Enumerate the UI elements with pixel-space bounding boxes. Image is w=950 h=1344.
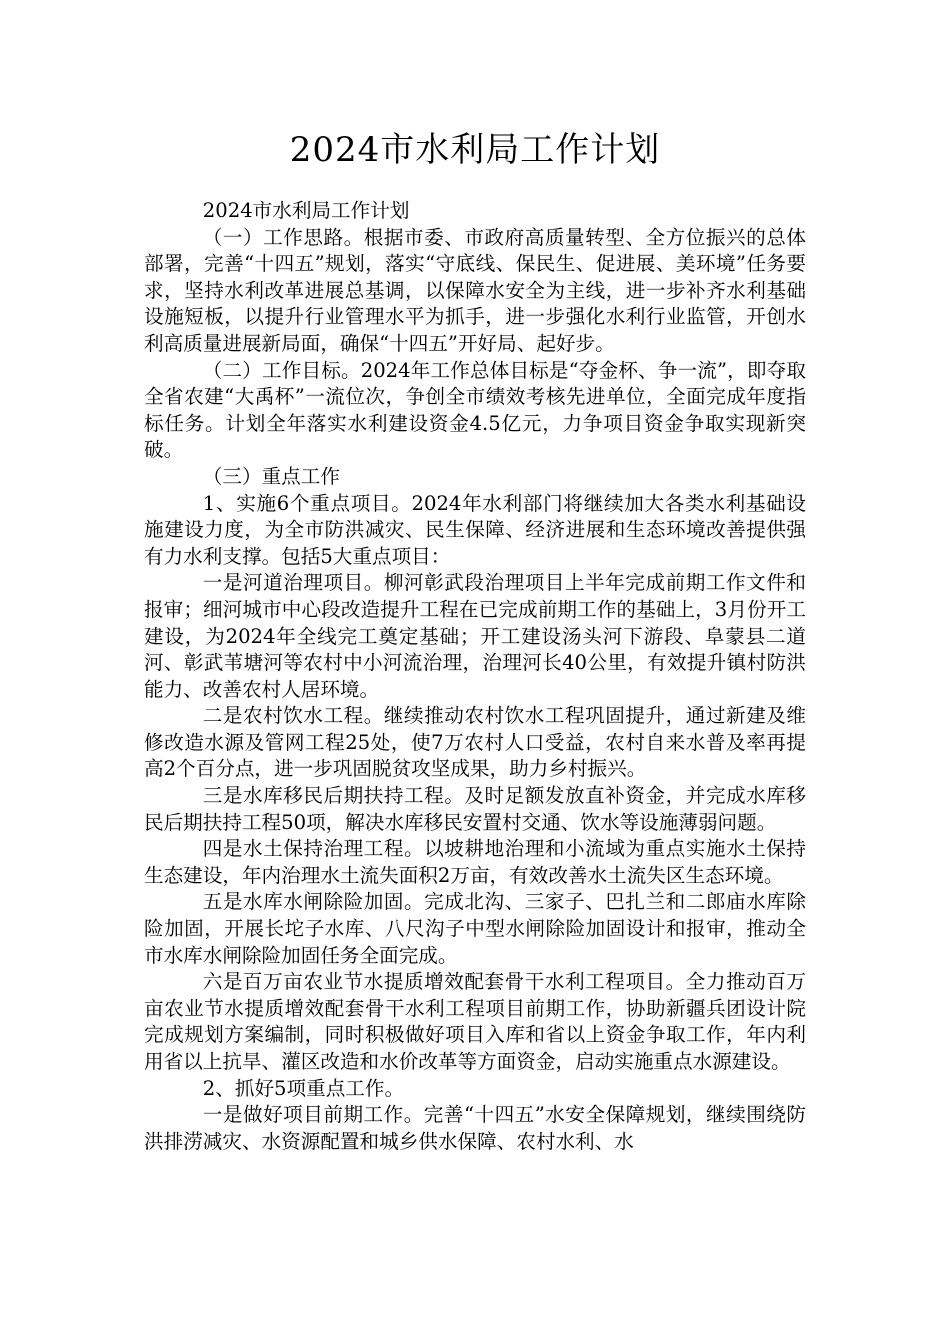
- paragraph: 2024市水利局工作计划: [202, 199, 410, 222]
- document-page: [144, 128, 806, 1155]
- paragraph: （三）重点工作: [202, 464, 340, 488]
- paragraph: 一是做好项目前期工作。完善“十四五”水安全保障规划，继续围绕防洪排涝减灾、水资源配置和城乡供水保障、农村水利、水: [144, 1103, 806, 1153]
- paragraph: 三是水库移民后期扶持工程。及时足额发放直补资金，并完成水库移民后期扶持工程50项，解决水库移民安置村交通、饮水等设施薄弱问题。: [144, 784, 806, 834]
- paragraph: 六是百万亩农业节水提质增效配套骨干水利工程项目。全力推动百万亩农业节水提质增效配套骨干水利工程项目前期工作，协助新疆兵团设计院完成规划方案编制，同时积极做好项目入库和省以上资金争取工作，年内利用省以上抗旱、灌区改造和水价改革等方面资金，启动实施重点水源建设。: [144, 970, 806, 1073]
- paragraph: 五是水库水闸除险加固。完成北沟、三家子、巴扎兰和二郎庙水库除险加固，开展长坨子水库、八尺沟子中型水闸除险加固设计和报审，推动全市水库水闸除险加固任务全面完成。: [144, 890, 806, 967]
- paragraph: 四是水土保持治理工程。以坡耕地治理和小流域为重点实施水土保持生态建设，年内治理水土流失面积2万亩，有效改善水土流失区生态环境。: [144, 837, 806, 887]
- document-title: 2024市水利局工作计划: [289, 130, 661, 170]
- paragraph: （二）工作目标。2024年工作总体目标是“夺金杯、争一流”，即夺取全省农建“大禹杯”一流位次，争创全市绩效考核先进单位，全面完成年度指标任务。计划全年落实水利建设资金4.5亿元，力争项目资金争取实现新突破。: [144, 358, 806, 462]
- paragraph: 二是农村饮水工程。继续推动农村饮水工程巩固提升，通过新建及维修改造水源及管网工程25处，使7万农村人口受益，农村自来水普及率再提高2个百分点，进一步巩固脱贫攻坚成果，助力乡村振兴。: [144, 704, 806, 781]
- paragraph: 1、实施6个重点项目。2024年水利部门将继续加大各类水利基础设施建设力度，为全市防洪减灾、民生保障、经济进展和生态环境改善提供强有力水利支撑。包括5大重点项目：: [144, 491, 806, 568]
- paragraph: 2、抓好5项重点工作。: [202, 1076, 405, 1100]
- document-body: [144, 198, 806, 1155]
- paragraph: 一是河道治理项目。柳河彰武段治理项目上半年完成前期工作文件和报审；细河城市中心段改造提升工程在已完成前期工作的基础上，3月份开工建设，为2024年全线完工奠定基础；开工建设汤头河下游段、阜蒙县二道河、彰武苇塘河等农村中小河流治理，治理河长40公里，有效提升镇村防洪能力、改善农村人居环境。: [144, 571, 806, 701]
- paragraph: （一）工作思路。根据市委、市政府高质量转型、全方位振兴的总体部署，完善“十四五”规划，落实“守底线、保民生、促进展、美环境”任务要求，坚持水利改革进展总基调，以保障水安全为主线，进一步补齐水利基础设施短板，以提升行业管理水平为抓手，进一步强化水利行业监管，开创水利高质量进展新局面，确保“十四五”开好局、起好步。: [144, 225, 806, 355]
